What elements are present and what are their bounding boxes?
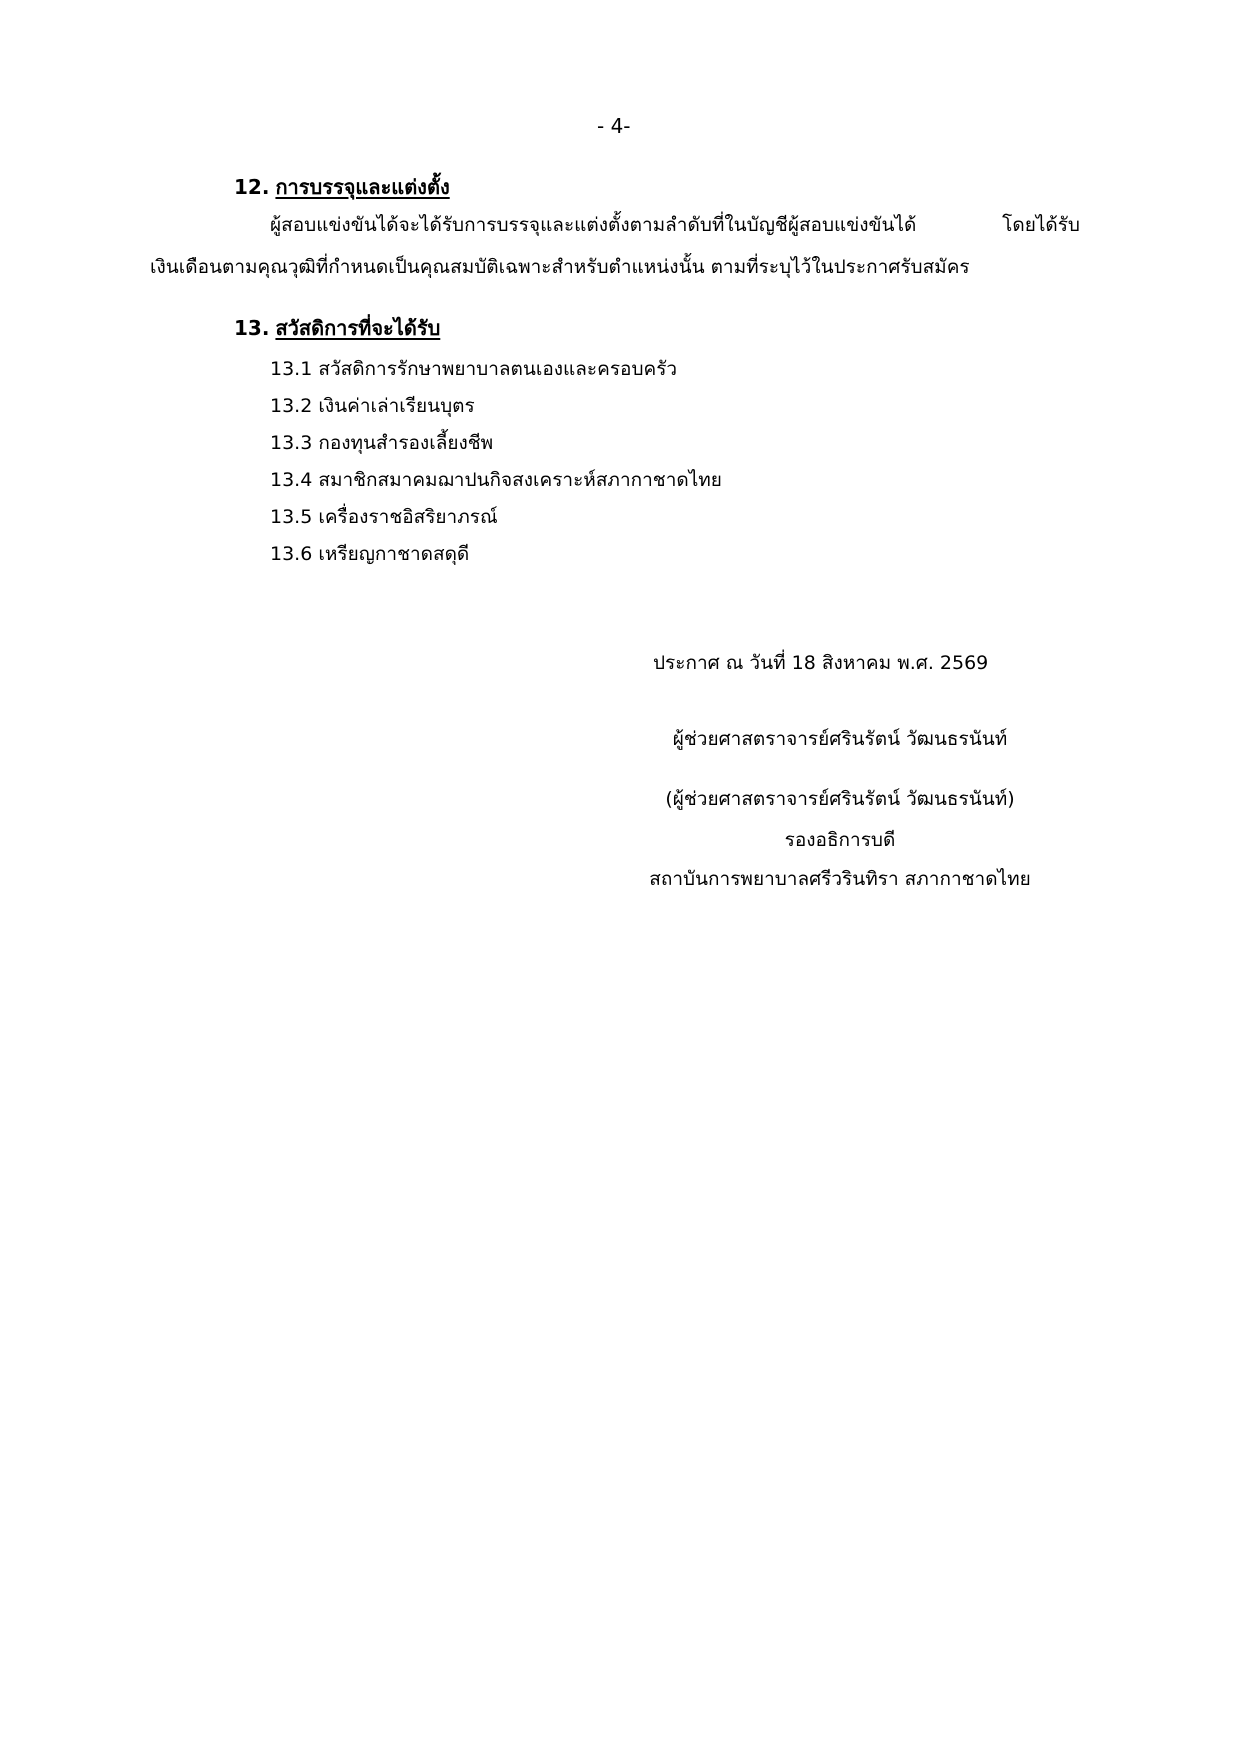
section-12-number: 12. — [234, 175, 270, 199]
benefit-item: 13.4 สมาชิกสมาคมฌาปนกิจสงเคราะห์สภากาชาดไทย — [270, 469, 722, 491]
signer-position: รองอธิการบดี — [784, 829, 896, 851]
benefit-item: 13.1 สวัสดิการรักษาพยาบาลตนเองและครอบครัว — [270, 358, 678, 380]
benefit-item: 13.3 กองทุนสำรองเลี้ยงชีพ — [270, 432, 494, 454]
benefit-item: 13.2 เงินค่าเล่าเรียนบุตร — [270, 395, 475, 417]
section-12-title: การบรรจุและแต่งตั้ง — [275, 175, 450, 199]
benefit-item: 13.6 เหรียญกาชาดสดุดี — [270, 543, 470, 565]
section-12-paragraph-line-1: ผู้สอบแข่งขันได้จะได้รับการบรรจุและแต่งตั้งตามลำดับที่ในบัญชีผู้สอบแข่งขันได้ โดยได้รับ — [270, 214, 1080, 236]
benefit-item: 13.5 เครื่องราชอิสริยาภรณ์ — [270, 506, 498, 528]
page-number: - 4- — [597, 114, 631, 138]
section-12-heading — [234, 177, 450, 197]
signer-organization: สถาบันการพยาบาลศรีวรินทิรา สภากาชาดไทย — [649, 868, 1031, 890]
section-13-heading — [234, 318, 440, 338]
section-13-title: สวัสดิการที่จะได้รับ — [275, 316, 441, 340]
signer-name: (ผู้ช่วยศาสตราจารย์ศรินรัตน์ วัฒนธรนันท์) — [665, 788, 1015, 810]
section-13-number: 13. — [234, 316, 270, 340]
section-12-paragraph-line-2: เงินเดือนตามคุณวุฒิที่กำหนดเป็นคุณสมบัติเฉพาะสำหรับตำแหน่งนั้น ตามที่ระบุไว้ในประกาศรับสมัคร — [150, 256, 970, 278]
signature: ผู้ช่วยศาสตราจารย์ศรินรัตน์ วัฒนธรนันท์ — [672, 728, 1008, 750]
announcement-date: ประกาศ ณ วันที่ 18 สิงหาคม พ.ศ. 2569 — [653, 652, 989, 674]
